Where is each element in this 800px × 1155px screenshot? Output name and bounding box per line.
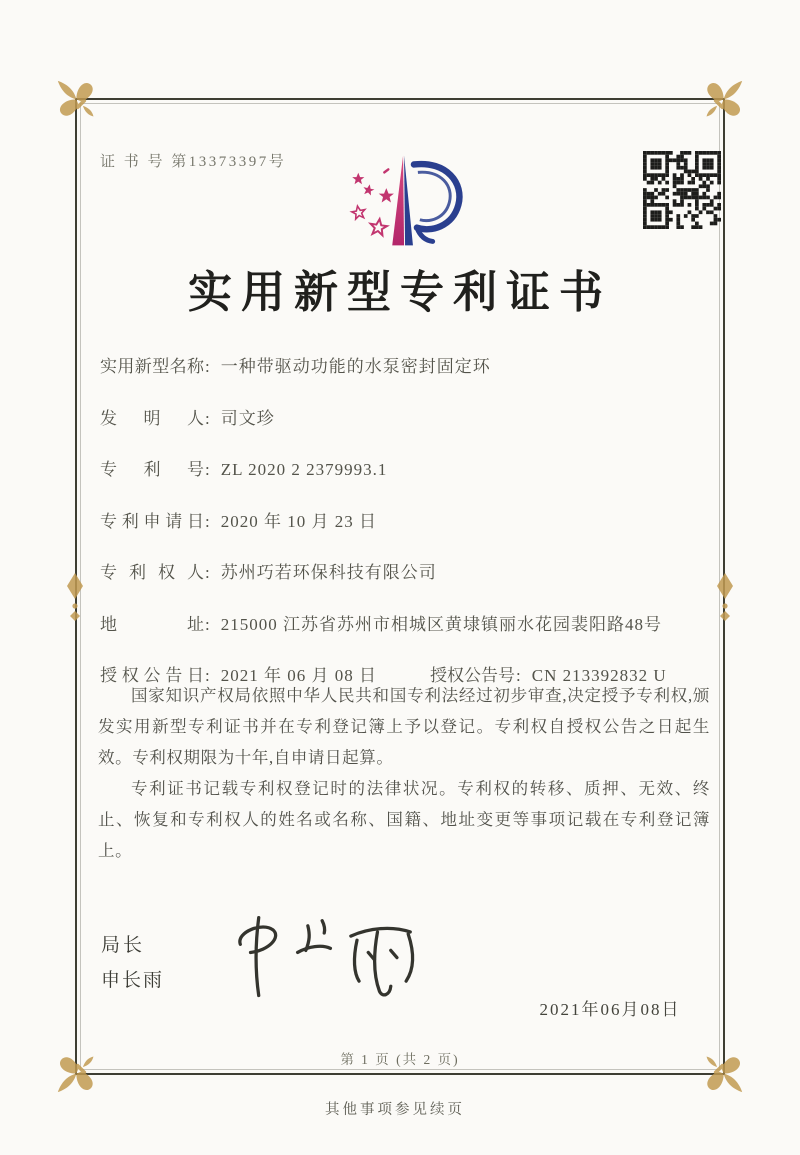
field-colon: : bbox=[205, 357, 210, 376]
continuation-note: 其他事项参见续页 bbox=[325, 1102, 465, 1118]
field-value: ZL 2020 2 2379993.1 bbox=[220, 460, 388, 479]
field-label: 专利号 bbox=[100, 460, 204, 479]
field-row-patent-number bbox=[100, 455, 710, 480]
field-colon: : bbox=[205, 408, 210, 428]
field-row-patentee bbox=[100, 558, 710, 583]
field-row-inventor bbox=[100, 404, 710, 429]
field-row-address bbox=[100, 610, 710, 635]
field-colon: : bbox=[205, 511, 210, 531]
field-colon: : bbox=[516, 666, 521, 685]
field-label: 发明人 bbox=[100, 408, 204, 428]
field-value: 215000 江苏省苏州市相城区黄埭镇丽水花园裴阳路48号 bbox=[220, 614, 662, 634]
edge-ornament-right-icon bbox=[716, 573, 734, 621]
edge-ornament-left-icon bbox=[66, 573, 84, 621]
field-list bbox=[100, 352, 710, 686]
field-colon: : bbox=[205, 666, 210, 685]
field-label: 授权公告日 bbox=[100, 666, 204, 685]
field-label: 专利权人 bbox=[100, 563, 204, 582]
director-name: 申长雨 bbox=[101, 970, 165, 991]
qr-code-svg bbox=[643, 151, 721, 229]
cnipa-logo-icon bbox=[335, 150, 483, 252]
field-label: 专利申请日 bbox=[100, 511, 204, 531]
director-title: 局长 bbox=[101, 935, 146, 956]
field-colon: : bbox=[205, 563, 210, 582]
field-value: 2021 年 06 月 08 日 bbox=[220, 666, 377, 685]
field-label: 授权公告号 bbox=[430, 666, 515, 685]
field-label: 地址 bbox=[100, 614, 204, 634]
legal-paragraph-2: 专利证书记载专利权登记时的法律状况。专利权的转移、质押、无效、终止、恢复和专利权人的姓名或名称、国籍、地址变更等事项记载在专利登记簿上。 bbox=[98, 779, 710, 861]
field-value: CN 213392832 U bbox=[531, 666, 667, 685]
director-signature bbox=[228, 905, 443, 1003]
field-colon: : bbox=[205, 614, 210, 634]
field-value: 苏州巧若环保科技有限公司 bbox=[220, 563, 437, 582]
certificate-title: 实用新型专利证书 bbox=[188, 268, 612, 317]
page-indicator: 第 1 页 (共 2 页) bbox=[340, 1052, 460, 1067]
field-value: 一种带驱动功能的水泵密封固定环 bbox=[220, 357, 491, 376]
field-row-filing-date bbox=[100, 507, 710, 532]
legal-text bbox=[98, 680, 710, 866]
issue-date: 2021年06月08日 bbox=[539, 1000, 681, 1019]
legal-paragraph-1: 国家知识产权局依照中华人民共和国专利法经过初步审查,决定授予专利权,颁发实用新型专利证书并在专利登记簿上予以登记。专利权自授权公告之日起生效。专利权期限为十年,自申请日起算。 bbox=[98, 686, 710, 768]
field-value: 2020 年 10 月 23 日 bbox=[220, 511, 377, 531]
field-label: 实用新型名称 bbox=[100, 357, 204, 376]
certificate-number: 证 书 号 第13373397号 bbox=[100, 154, 287, 170]
field-row-utility-model-name bbox=[100, 352, 710, 377]
field-colon: : bbox=[205, 460, 210, 479]
qr-code bbox=[643, 151, 721, 229]
field-value: 司文珍 bbox=[220, 408, 275, 428]
